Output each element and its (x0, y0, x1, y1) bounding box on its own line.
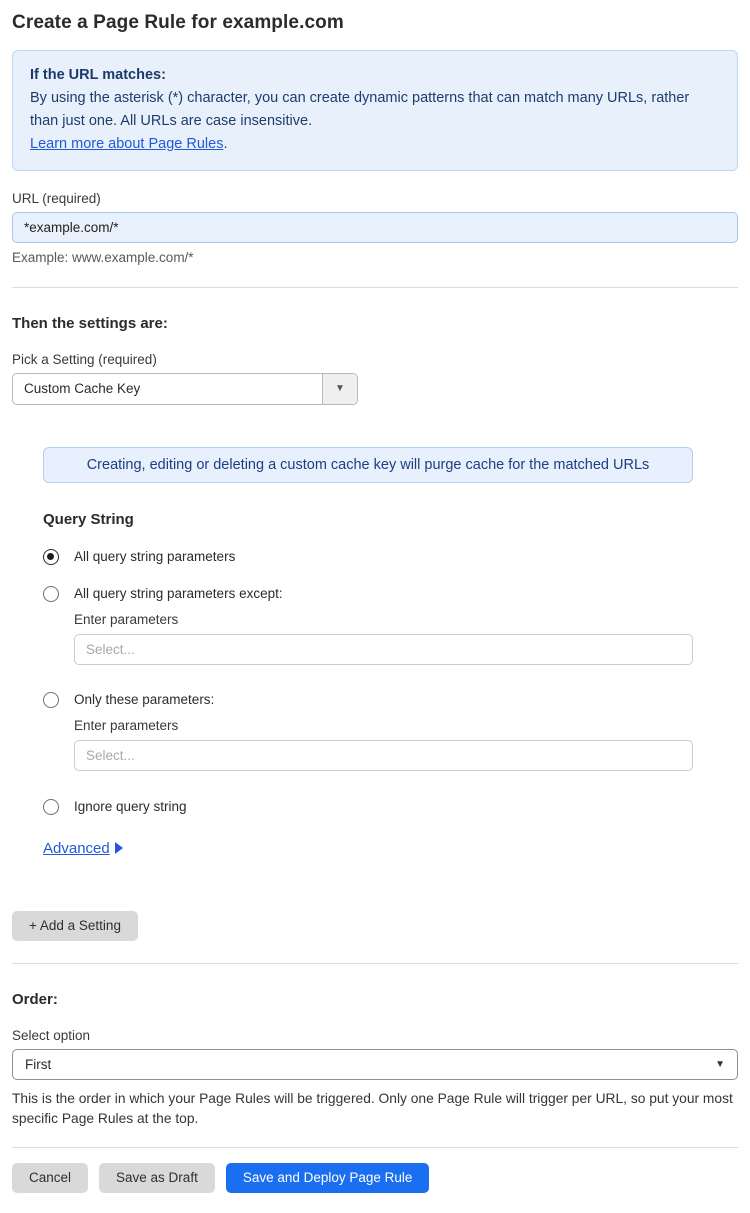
link-suffix: . (223, 135, 228, 152)
radio-label: All query string parameters (74, 549, 236, 565)
pick-setting-value: Custom Cache Key (24, 381, 141, 397)
divider (12, 1147, 738, 1148)
except-params-field (74, 612, 738, 665)
url-input[interactable] (12, 212, 738, 243)
info-box-body: By using the asterisk (*) character, you can create dynamic patterns that can match many URLs, rather than just one. All URLs are case insensitive. (30, 89, 690, 129)
page-title: Create a Page Rule for example.com (12, 12, 344, 33)
only-params-field (74, 718, 738, 771)
radio-label: All query string parameters except: (74, 586, 283, 602)
divider (12, 963, 738, 964)
advanced-link[interactable] (43, 840, 123, 857)
chevron-right-icon (115, 842, 123, 854)
radio-icon[interactable] (43, 692, 59, 708)
cancel-button[interactable]: Cancel (12, 1163, 88, 1193)
add-setting-button[interactable]: + Add a Setting (12, 911, 138, 941)
radio-only-these[interactable] (43, 692, 738, 708)
chevron-down-icon[interactable]: ▼ (322, 374, 357, 404)
radio-icon[interactable] (43, 549, 59, 565)
order-help-text: This is the order in which your Page Rules will be triggered. Only one Page Rule will trigger per URL, so put your most specific Page Rules at the top. (12, 1090, 733, 1126)
radio-all-except[interactable] (43, 586, 738, 602)
save-as-draft-button[interactable]: Save as Draft (99, 1163, 215, 1193)
order-select-label: Select option (12, 1027, 91, 1043)
radio-all-query-params[interactable] (43, 549, 738, 565)
query-string-section (43, 511, 738, 858)
radio-icon[interactable] (43, 586, 59, 602)
url-match-info-box (12, 50, 738, 171)
cache-key-notice: Creating, editing or deleting a custom cache key will purge cache for the matched URLs (43, 447, 693, 483)
except-params-input[interactable] (74, 634, 693, 665)
pick-setting-label: Pick a Setting (required) (12, 351, 157, 367)
settings-heading: Then the settings are: (12, 314, 168, 332)
advanced-link-label: Advanced (43, 839, 110, 857)
pick-setting-dropdown[interactable] (12, 373, 358, 405)
radio-icon[interactable] (43, 799, 59, 815)
enter-parameters-label: Enter parameters (74, 611, 179, 627)
divider (12, 287, 738, 288)
only-params-input[interactable] (74, 740, 693, 771)
url-field-label: URL (required) (12, 190, 101, 206)
order-heading: Order: (12, 990, 58, 1008)
order-select-value: First (25, 1056, 52, 1072)
radio-ignore-query-string[interactable] (43, 799, 738, 815)
radio-label: Ignore query string (74, 799, 187, 815)
url-example-text: Example: www.example.com/* (12, 249, 194, 265)
footer-actions (12, 1163, 738, 1193)
info-box-link-row (30, 133, 720, 156)
radio-label: Only these parameters: (74, 692, 215, 708)
query-string-heading: Query String (43, 510, 134, 528)
info-box-heading: If the URL matches: (30, 67, 166, 83)
chevron-down-icon: ▼ (715, 1058, 725, 1070)
enter-parameters-label: Enter parameters (74, 717, 179, 733)
learn-more-link[interactable]: Learn more about Page Rules (30, 135, 224, 152)
save-and-deploy-button[interactable]: Save and Deploy Page Rule (226, 1163, 430, 1193)
order-select[interactable] (12, 1049, 738, 1080)
